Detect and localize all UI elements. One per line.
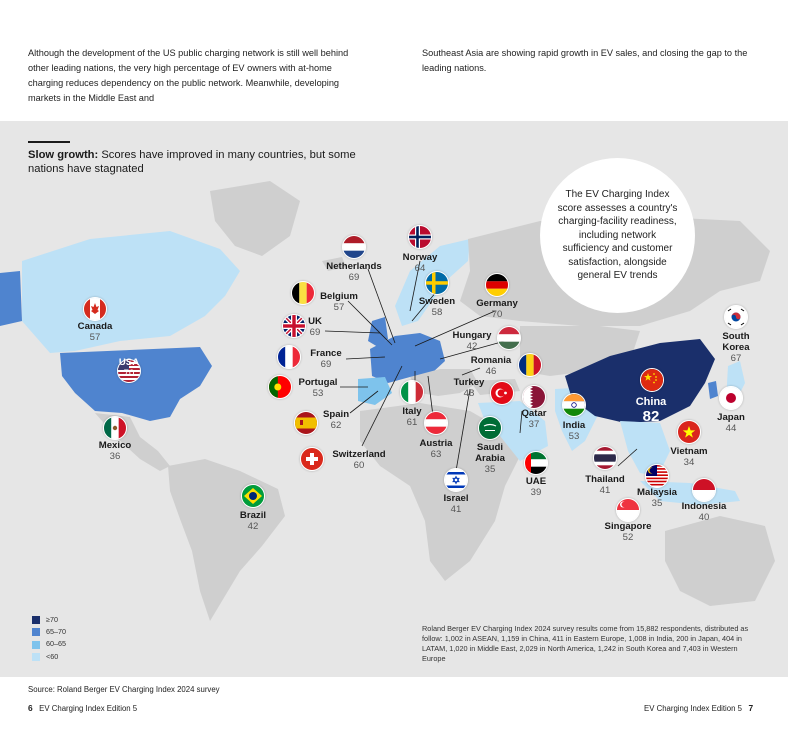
switzerland-flag-icon xyxy=(300,447,324,471)
country-score: 57 xyxy=(333,302,345,313)
country-score: 60 xyxy=(353,460,365,471)
brazil-flag-icon xyxy=(241,484,265,508)
country-label-switzerland xyxy=(332,449,385,471)
country-name: UAE xyxy=(525,476,547,487)
region-south-america xyxy=(168,459,285,621)
legend-label: <60 xyxy=(46,651,59,661)
country-score: 61 xyxy=(406,417,418,428)
japan-flag-icon xyxy=(719,386,743,410)
country-label-hungary xyxy=(453,330,492,352)
turkey-flag-icon xyxy=(490,381,514,405)
country-label-brazil xyxy=(240,510,266,532)
uae-flag-icon xyxy=(524,451,548,475)
footer-right xyxy=(644,703,753,713)
country-name: Portugal xyxy=(298,377,338,388)
country-label-singapore xyxy=(605,521,652,543)
page-number-right: 7 xyxy=(748,703,754,713)
israel-flag-icon xyxy=(444,468,468,492)
country-name: Singapore xyxy=(604,521,652,532)
country-name: Indonesia xyxy=(681,501,727,512)
info-text: The EV Charging Index score assesses a country's charging-facility readiness, including network sufficiency and customer satisfaction, alongside general EV trends xyxy=(557,189,678,282)
country-name: Israel xyxy=(443,493,469,504)
france-flag-icon xyxy=(277,345,301,369)
country-name: Brazil xyxy=(239,510,267,521)
country-label-netherlands xyxy=(326,261,381,283)
country-label-romania xyxy=(471,355,512,377)
mexico-flag-icon xyxy=(103,416,127,440)
austria-flag-icon xyxy=(424,411,448,435)
country-label-thailand xyxy=(585,474,624,496)
country-score: 46 xyxy=(485,366,497,377)
germany-flag-icon xyxy=(485,273,509,297)
country-score: 70 xyxy=(491,309,503,320)
country-score: 34 xyxy=(683,457,695,468)
country-score: 44 xyxy=(725,423,737,434)
sweden-flag-icon xyxy=(425,271,449,295)
country-name: Sweden xyxy=(418,296,456,307)
country-label-france xyxy=(310,348,341,370)
land-greenland xyxy=(210,181,300,256)
portugal-flag-icon xyxy=(268,375,292,399)
country-label-sweden xyxy=(419,296,455,318)
legend-swatch xyxy=(32,628,40,636)
country-label-malaysia xyxy=(637,487,677,509)
footer-title-left: EV Charging Index Edition 5 xyxy=(39,704,138,713)
italy-flag-icon xyxy=(400,380,424,404)
country-score: 53 xyxy=(312,388,324,399)
country-name: Saudi Arabia xyxy=(475,442,505,464)
country-score: 63 xyxy=(430,449,442,460)
land-alaska xyxy=(0,271,22,326)
country-score: 48 xyxy=(463,388,475,399)
country-name: USA xyxy=(118,357,140,368)
country-label-belgium xyxy=(320,291,358,313)
heading-rest: Scores have improved in many countries, but some nations have stagnated xyxy=(28,149,356,175)
vietnam-flag-icon xyxy=(677,420,701,444)
country-name: Germany xyxy=(476,298,518,309)
country-name: China xyxy=(635,396,667,408)
country-name: Switzerland xyxy=(332,449,386,460)
country-score: 41 xyxy=(450,504,462,515)
country-score: 35 xyxy=(651,498,663,509)
survey-note: Roland Berger EV Charging Index 2024 survey results come from 15,882 respondents, distributed as follow: 1,002 in ASEAN, 1,159 in China, 411 in Eastern Europe, 1,008 in India, 200 in Japan, 404 in LATAM, 1,020 in Middle East, 2,029 in North America, 1,242 in South Korea and 7,403 in Western Europe xyxy=(422,624,749,663)
country-label-mexico xyxy=(99,440,132,462)
qatar-flag-icon xyxy=(522,385,546,409)
country-label-turkey xyxy=(454,377,485,399)
country-score: 41 xyxy=(599,485,611,496)
country-name: Thailand xyxy=(585,474,625,485)
canada-flag-icon xyxy=(83,297,107,321)
country-score: 69 xyxy=(348,272,360,283)
country-label-qatar xyxy=(521,408,546,430)
country-label-china xyxy=(636,397,667,425)
legend-swatch xyxy=(32,641,40,649)
legend-row xyxy=(32,638,66,650)
country-label-south-korea xyxy=(722,331,749,364)
country-name: South Korea xyxy=(722,331,750,353)
romania-flag-icon xyxy=(518,353,542,377)
uk-flag-icon xyxy=(282,314,306,338)
page-number-left: 6 xyxy=(28,703,33,713)
country-label-indonesia xyxy=(682,501,727,523)
india-flag-icon xyxy=(562,393,586,417)
country-name: Romania xyxy=(470,355,512,366)
country-label-saudi-arabia xyxy=(475,442,505,475)
country-name: India xyxy=(562,420,586,431)
china-flag-icon xyxy=(640,368,664,392)
netherlands-flag-icon xyxy=(342,235,366,259)
malaysia-flag-icon xyxy=(645,464,669,488)
country-name: Canada xyxy=(77,321,113,332)
legend xyxy=(32,614,66,663)
country-label-uae xyxy=(526,476,546,498)
country-label-canada xyxy=(78,321,113,343)
country-score: 64 xyxy=(414,263,426,274)
country-name: UK xyxy=(308,316,322,327)
country-score: 42 xyxy=(466,341,478,352)
info-bubble xyxy=(540,158,695,313)
indonesia-flag-icon xyxy=(692,478,716,502)
belgium-flag-icon xyxy=(291,281,315,305)
country-label-portugal xyxy=(299,377,338,399)
country-score: 70 xyxy=(123,368,135,379)
land-australia xyxy=(665,516,775,606)
country-name: Vietnam xyxy=(670,446,708,457)
country-score: 82 xyxy=(642,408,660,425)
source-note: Source: Roland Berger EV Charging Index 2024 survey xyxy=(28,685,220,694)
saudi-arabia-flag-icon xyxy=(478,416,502,440)
heading-bold: Slow growth: xyxy=(28,149,99,161)
region-south-korea xyxy=(708,381,718,399)
south-korea-flag-icon xyxy=(724,305,748,329)
country-name: France xyxy=(310,348,342,359)
country-label-spain xyxy=(323,409,349,431)
country-score: 37 xyxy=(528,419,540,430)
country-label-india xyxy=(563,420,585,442)
country-score: 69 xyxy=(309,327,321,338)
country-name: Italy xyxy=(402,406,422,417)
heading-rule xyxy=(28,141,70,143)
country-label-usa xyxy=(119,357,139,379)
country-name: Turkey xyxy=(453,377,485,388)
country-label-vietnam xyxy=(670,446,707,468)
country-score: 69 xyxy=(320,359,332,370)
footer-title-right: EV Charging Index Edition 5 xyxy=(644,704,742,713)
country-name: Netherlands xyxy=(326,261,382,272)
country-score: 39 xyxy=(530,487,542,498)
country-name: Japan xyxy=(717,412,745,423)
country-label-austria xyxy=(419,438,452,460)
country-score: 40 xyxy=(698,512,710,523)
singapore-flag-icon xyxy=(616,498,640,522)
legend-swatch xyxy=(32,616,40,624)
region-canada xyxy=(22,231,240,353)
country-score: 52 xyxy=(622,532,634,543)
country-name: Belgium xyxy=(320,291,358,302)
intro-text-left: Although the development of the US public charging network is still well behind other leading nations, the very high percentage of EV owners with at-home charging reduces dependency on the public network. Meanwhile, developing markets in the Middle East and xyxy=(28,48,349,103)
country-name: Mexico xyxy=(98,440,132,451)
legend-row xyxy=(32,651,66,663)
legend-label: ≥70 xyxy=(46,615,58,624)
country-score: 62 xyxy=(330,420,342,431)
legend-row xyxy=(32,614,66,626)
thailand-flag-icon xyxy=(593,446,617,470)
country-label-uk xyxy=(308,316,322,338)
map-heading xyxy=(28,148,358,176)
country-score: 35 xyxy=(484,464,496,475)
country-name: Hungary xyxy=(452,330,492,341)
country-label-germany xyxy=(476,298,518,320)
legend-swatch xyxy=(32,653,40,661)
country-label-italy xyxy=(402,406,421,428)
legend-label: 60–65 xyxy=(46,639,66,649)
country-score: 42 xyxy=(247,521,259,532)
country-label-japan xyxy=(717,412,745,434)
country-score: 57 xyxy=(89,332,101,343)
country-score: 53 xyxy=(568,431,580,442)
intro-text-right: Southeast Asia are showing rapid growth in EV sales, and closing the gap to the leading nations. xyxy=(422,48,748,73)
country-name: Norway xyxy=(402,252,438,263)
footer-left xyxy=(28,703,137,713)
country-score: 36 xyxy=(109,451,121,462)
country-score: 58 xyxy=(431,307,443,318)
country-label-israel xyxy=(443,493,468,515)
country-name: Malaysia xyxy=(636,487,678,498)
legend-label: 65–70 xyxy=(46,627,66,637)
country-name: Austria xyxy=(419,438,453,449)
hungary-flag-icon xyxy=(497,326,521,350)
country-name: Qatar xyxy=(521,408,547,419)
country-score: 67 xyxy=(730,353,742,364)
norway-flag-icon xyxy=(408,225,432,249)
legend-row xyxy=(32,626,66,638)
spain-flag-icon xyxy=(294,411,318,435)
country-name: Spain xyxy=(322,409,350,420)
